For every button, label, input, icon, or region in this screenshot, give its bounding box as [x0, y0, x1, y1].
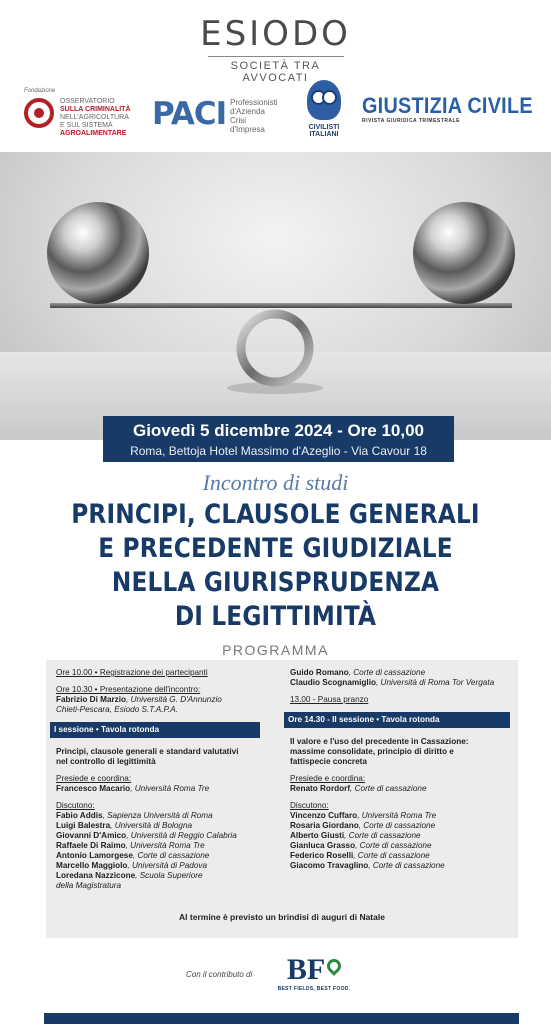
observatory-prefix: Fondazione [24, 88, 56, 94]
session-1-speakers-cont [290, 668, 510, 688]
closing-note: Al termine è previsto un brindisi di auguri di Natale [179, 912, 385, 922]
session-1-chair: Presiede e coordina: Francesco Macario, Università Roma Tre [56, 774, 210, 793]
civilisti-name: CIVILISTI ITALIANI [308, 124, 340, 138]
session-1-header: I sessione • Tavola rotonda [50, 722, 260, 738]
title-line: E PRECEDENTE GIUDIZIALE [98, 533, 453, 564]
list-item: Alberto Giusti, Corte di cassazione [290, 831, 421, 840]
list-item: Antonio Lamorgese, Corte di cassazione [56, 851, 210, 860]
balance-illustration-icon [0, 152, 551, 440]
footer-bar [44, 1013, 519, 1024]
session-2-header: Ore 14.30 - II sessione • Tavola rotonda [284, 712, 510, 728]
event-venue: Roma, Bettoja Hotel Massimo d'Azeglio - Via Cavour 18 [130, 444, 427, 458]
title-line: PRINCIPI, CLAUSOLE GENERALI [71, 499, 480, 530]
programme-heading: PROGRAMMA [222, 642, 329, 658]
event-kind: Incontro di studi [202, 470, 349, 495]
esiodo-logo [0, 14, 551, 84]
header [0, 0, 551, 150]
event-date: Giovedì 5 dicembre 2024 - Ore 10,00 [132, 421, 425, 440]
list-item: Fabio Addis, Sapienza Università di Roma [56, 811, 213, 820]
bf-tagline: BEST FIELDS, BEST FOOD. [277, 986, 351, 992]
location-pin-icon [324, 956, 344, 976]
list-item: Loredana Nazzicone, Scuola Superiore [56, 871, 203, 880]
list-item: Gianluca Grasso, Corte di cassazione [290, 841, 432, 850]
list-item: Marcello Maggiolo, Università di Padova [56, 861, 208, 870]
presenter-name: Fabrizio Di Marzio [56, 695, 127, 704]
programme-left-column [56, 668, 276, 898]
programme-panel [46, 660, 518, 938]
brand-tagline: SOCIETÀ TRA AVVOCATI [208, 56, 344, 84]
list-item: Vincenzo Cuffaro, Università Roma Tre [290, 811, 437, 820]
list-item: Giovanni D'Amico, Università di Reggio Calabria [56, 831, 237, 840]
paci-description: Professionisti d'Azienda Crisi d'Impresa [230, 98, 278, 134]
owl-icon [307, 80, 341, 120]
observatory-name: OSSERVATORIO SULLA CRIMINALITÀ NELL'AGRICOLTURA E SUL SISTEMA AGROALIMENTARE [60, 98, 131, 137]
list-item: Guido Romano, Corte di cassazione [290, 668, 426, 677]
giustizia-civile-logo [362, 94, 532, 130]
list-item: Federico Roselli, Corte di cassazione [290, 851, 430, 860]
observatory-emblem-icon [24, 98, 54, 128]
giustizia-title: GIUSTIZIA CIVILE [362, 93, 533, 118]
observatory-logo [24, 88, 134, 136]
list-item: Claudio Scognamiglio, Università di Roma Tor Vergata [290, 678, 495, 687]
giustizia-subtitle: RIVISTA GIURIDICA TRIMESTRALE [362, 118, 460, 124]
list-item: Luigi Balestra, Università di Bologna [56, 821, 193, 830]
title-line: DI LEGITTIMITÀ [174, 601, 377, 632]
presentation-item: Ore 10.30 • Presentazione dell'incontro: Fabrizio Di Marzio, Università G. D'Annunzio Chieti-Pescara, Esiodo S.T.A.P.A. [56, 685, 222, 714]
session-2-topic: Il valore e l'uso del precedente in Cassazione: massime consolidate, principio di diritto e fattispecie concreta [290, 737, 469, 766]
presenter-affiliation: , Università G. D'Annunzio [126, 695, 222, 704]
sponsor-label: Con il contributo di [186, 970, 253, 979]
session-1-speakers: Discutono: Fabio Addis, Sapienza Università di Roma Luigi Balestra, Università di Bologna Giovanni D'Amico, Università di Reggio Calabria Raffaele Di Raimo, Università Roma Tre Antonio Lamorgese, Corte di cassazione Marcello Maggiolo, Università di Padova Loredana Nazzicone, Scuola Superiore della Magistratura [56, 801, 276, 891]
civilisti-logo [296, 80, 352, 144]
registration-item: Ore 10.00 • Registrazione dei partecipanti [56, 668, 208, 677]
bf-mark: BF [286, 953, 326, 986]
list-item: Giacomo Travaglino, Corte di cassazione [290, 861, 445, 870]
session-1-topic: Principi, clausole generali e standard valutativi nel controllo di legittimità [56, 747, 239, 766]
session-2-chair: Presiede e coordina: Renato Rordorf, Corte di cassazione [290, 774, 427, 793]
title-line: NELLA GIURISPRUDENZA [111, 567, 440, 598]
bf-logo [274, 954, 354, 998]
list-item: Rosaria Giordano, Corte di cassazione [290, 821, 436, 830]
date-banner [103, 416, 454, 462]
programme-right-column [290, 668, 510, 878]
paci-mark: PACI [152, 96, 227, 132]
brand-name: ESIODO [200, 14, 351, 54]
paci-logo [152, 96, 282, 132]
event-title [0, 498, 551, 634]
lunch-item: 13.00 - Pausa pranzo [290, 695, 369, 704]
hero-image [0, 152, 551, 440]
list-item: Raffaele Di Raimo, Università Roma Tre [56, 841, 205, 850]
session-2-speakers: Discutono: Vincenzo Cuffaro, Università Roma Tre Rosaria Giordano, Corte di cassazione Alberto Giusti, Corte di cassazione Gianluca Grasso, Corte di cassazione Federico Roselli, Corte di cassazione Giacomo Travaglino, Corte di cassazione [290, 801, 510, 871]
